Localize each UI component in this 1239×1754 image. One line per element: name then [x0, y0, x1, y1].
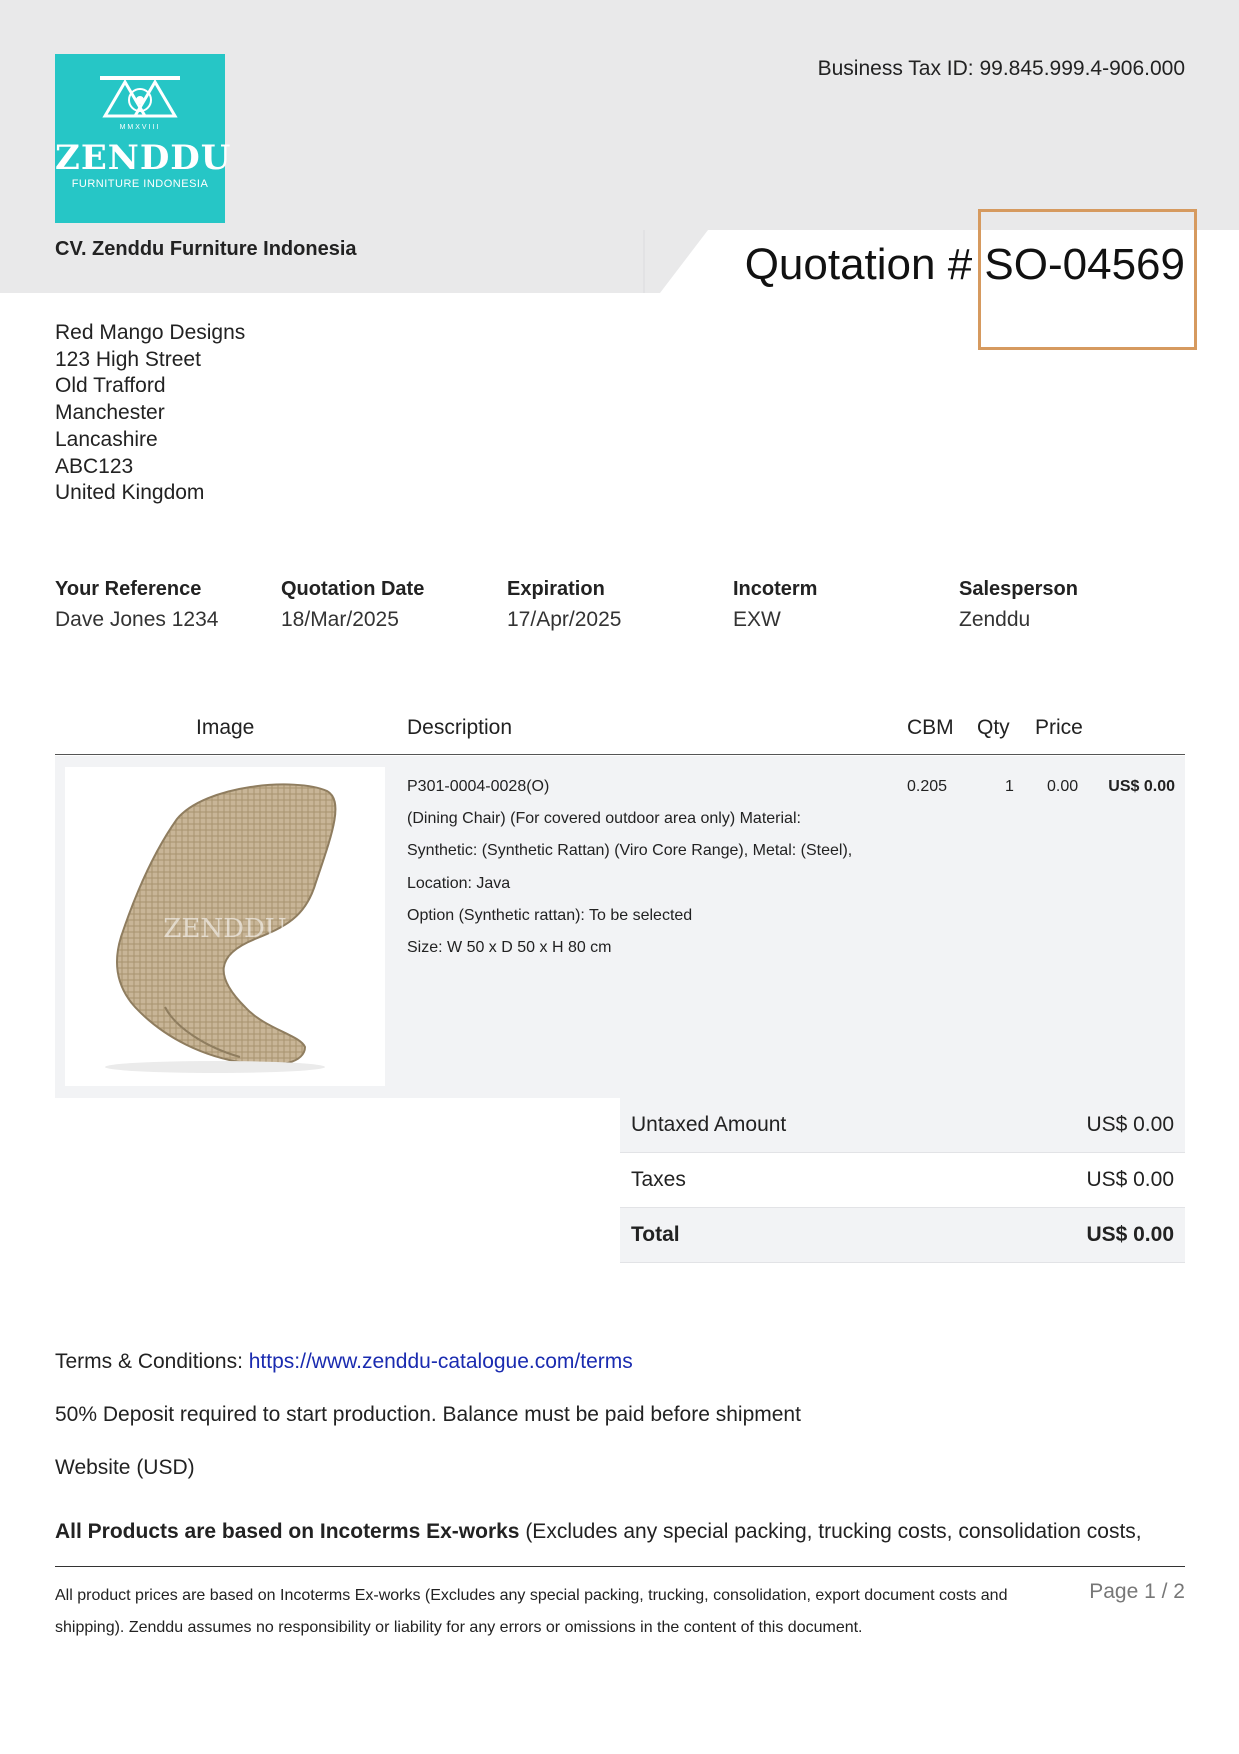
info-label: Your Reference — [55, 578, 202, 600]
info-incoterm — [733, 576, 959, 633]
item-description — [407, 771, 887, 964]
column-header-price: Price — [1035, 716, 1083, 739]
item-cbm: 0.205 — [907, 778, 948, 795]
logo-subtitle: FURNITURE INDONESIA — [71, 178, 209, 190]
terms-and-conditions — [55, 1350, 633, 1374]
taxes-label: Taxes — [631, 1168, 686, 1191]
terms-label: Terms & Conditions: — [55, 1350, 249, 1373]
taxes-row — [620, 1153, 1185, 1208]
description-line: P301-0004-0028(O) — [407, 778, 550, 795]
address-line: 123 High Street — [55, 347, 201, 371]
total-value: US$ 0.00 — [1086, 1223, 1174, 1246]
quotation-info — [55, 576, 1185, 633]
address-line: ABC123 — [55, 454, 134, 478]
info-quotation-date — [281, 576, 507, 633]
info-value: Dave Jones 1234 — [55, 608, 219, 631]
info-value: Zenddu — [959, 608, 1031, 631]
logo-wordmark: ZENDDU — [55, 138, 232, 178]
footer-divider — [55, 1566, 1185, 1567]
address-line: Manchester — [55, 401, 165, 425]
column-header-image: Image — [196, 716, 255, 739]
line-items-header — [55, 712, 1185, 755]
footer-disclaimer: All product prices are based on Incoterms Ex-works (Excludes any special packing, trucking, consolidation, export document costs and shipping). Zenddu assumes no responsibility or liability for any errors or omissions in the content of this document. — [55, 1587, 1008, 1636]
address-line: United Kingdom — [55, 481, 205, 505]
info-value: EXW — [733, 608, 781, 631]
address-line: Lancashire — [55, 427, 158, 451]
info-label: Salesperson — [959, 578, 1078, 600]
total-row — [620, 1208, 1185, 1263]
svg-text:ZENDDU: ZENDDU — [163, 914, 287, 944]
total-label: Total — [631, 1223, 680, 1246]
company-logo — [55, 54, 232, 223]
company-name: CV. Zenddu Furniture Indonesia — [55, 238, 357, 260]
wicker-chair-image — [65, 767, 385, 1086]
item-amount: US$ 0.00 — [1108, 778, 1175, 795]
untaxed-amount-row — [620, 1098, 1185, 1153]
info-value: 17/Apr/2025 — [507, 608, 622, 631]
column-header-qty: Qty — [977, 716, 1010, 739]
info-label: Expiration — [507, 578, 605, 600]
customer-address — [55, 320, 245, 507]
address-line: Red Mango Designs — [55, 321, 246, 344]
description-line: (Dining Chair) (For covered outdoor area only) Material: — [407, 810, 801, 828]
taxes-value: US$ 0.00 — [1086, 1168, 1174, 1191]
pricelist-note: Website (USD) — [55, 1456, 195, 1479]
quotation-number-highlight-box — [978, 209, 1197, 350]
incoterms-note — [55, 1520, 1142, 1544]
info-label: Incoterm — [733, 578, 818, 600]
item-price: 0.00 — [1047, 778, 1079, 795]
page-number: Page 1 / 2 — [1089, 1580, 1185, 1603]
column-header-description: Description — [407, 716, 513, 739]
address-line: Old Trafford — [55, 374, 166, 398]
info-value: 18/Mar/2025 — [281, 608, 399, 631]
terms-link[interactable]: https://www.zenddu-catalogue.com/terms — [248, 1350, 633, 1373]
deposit-note: 50% Deposit required to start production. Balance must be paid before shipment — [55, 1403, 801, 1426]
logo-year: MMXVIII — [119, 124, 161, 131]
untaxed-value: US$ 0.00 — [1086, 1113, 1174, 1136]
description-line: Location: Java — [407, 874, 511, 892]
column-header-cbm: CBM — [907, 716, 954, 739]
quotation-prefix: Quotation # — [744, 240, 985, 289]
info-salesperson — [959, 576, 1185, 633]
info-label: Quotation Date — [281, 578, 425, 600]
incoterms-bold: All Products are based on Incoterms Ex-works — [55, 1520, 520, 1543]
totals-table — [620, 1098, 1185, 1263]
description-line: Option (Synthetic rattan): To be selected — [407, 906, 693, 924]
info-reference — [55, 576, 281, 633]
item-qty: 1 — [1005, 778, 1014, 795]
business-tax-id: Business Tax ID: 99.845.999.4-906.000 — [817, 57, 1185, 80]
info-expiration — [507, 576, 733, 633]
table-row — [55, 756, 1185, 1098]
untaxed-label: Untaxed Amount — [631, 1113, 787, 1136]
description-line: Synthetic: (Synthetic Rattan) (Viro Core Range), Metal: (Steel), — [407, 842, 853, 860]
quotation-number: SO-04569 — [984, 240, 1185, 289]
incoterms-rest: (Excludes any special packing, trucking costs, consolidation costs, — [519, 1520, 1142, 1543]
description-line: Size: W 50 x D 50 x H 80 cm — [407, 939, 612, 957]
